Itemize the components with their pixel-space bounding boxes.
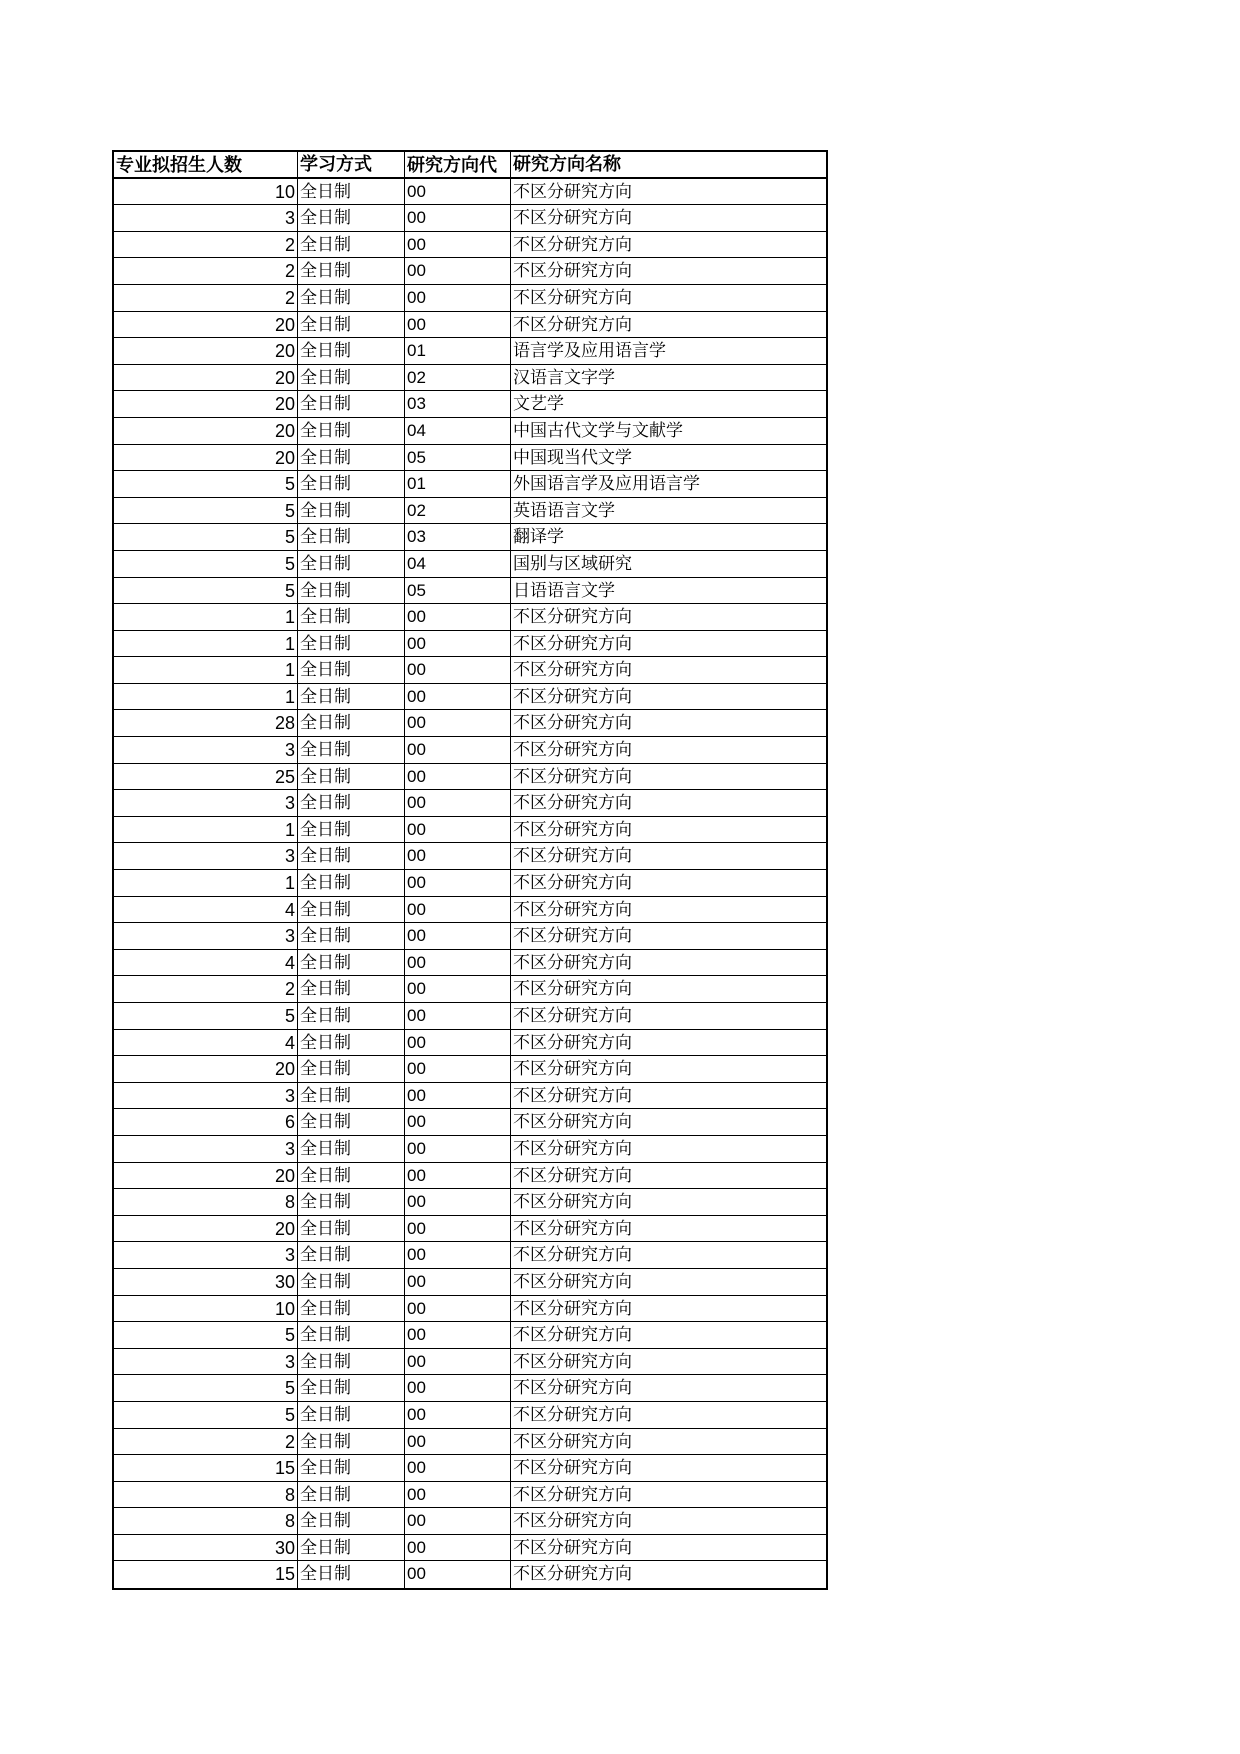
- cell-study-mode: 全日制: [298, 870, 405, 896]
- table-row: [114, 179, 826, 206]
- cell-enrollment-count: 10: [114, 179, 298, 205]
- cell-direction-name: 不区分研究方向: [513, 713, 632, 734]
- table-row: [114, 1455, 826, 1482]
- table-row: [114, 843, 826, 870]
- cell-direction-code: 00: [405, 870, 511, 896]
- cell-study-mode: 全日制: [298, 1482, 405, 1508]
- table-row: [114, 657, 826, 684]
- cell-direction-name: 翻译学: [513, 527, 564, 548]
- cell-direction-code: 00: [405, 258, 511, 284]
- cell-direction-name: 不区分研究方向: [513, 234, 632, 255]
- cell-study-mode: 全日制: [298, 1429, 405, 1455]
- cell-study-mode: 全日制: [298, 1349, 405, 1375]
- table-row: [114, 1189, 826, 1216]
- table-row: [114, 285, 826, 312]
- header-direction-name: 研究方向名称: [513, 154, 621, 175]
- cell-direction-name: 不区分研究方向: [513, 1484, 632, 1505]
- cell-study-mode: 全日制: [298, 1402, 405, 1428]
- cell-direction-code: 02: [405, 498, 511, 524]
- cell-study-mode: 全日制: [298, 1189, 405, 1215]
- cell-enrollment-count: 25: [114, 764, 298, 790]
- cell-direction-name: 不区分研究方向: [513, 1032, 632, 1053]
- cell-study-mode: 全日制: [298, 338, 405, 364]
- cell-direction-name: 不区分研究方向: [513, 873, 632, 894]
- cell-direction-name: 不区分研究方向: [513, 1564, 632, 1585]
- cell-direction-name: 不区分研究方向: [513, 1085, 632, 1106]
- cell-enrollment-count: 3: [114, 923, 298, 949]
- table-row: [114, 1296, 826, 1323]
- cell-enrollment-count: 4: [114, 950, 298, 976]
- cell-enrollment-count: 20: [114, 338, 298, 364]
- cell-study-mode: 全日制: [298, 179, 405, 205]
- cell-study-mode: 全日制: [298, 205, 405, 231]
- cell-enrollment-count: 2: [114, 285, 298, 311]
- table-row: [114, 1508, 826, 1535]
- table-row: [114, 684, 826, 711]
- table-row: [114, 604, 826, 631]
- table-row: [114, 551, 826, 578]
- cell-enrollment-count: 15: [114, 1455, 298, 1481]
- table-row: [114, 897, 826, 924]
- cell-direction-code: 00: [405, 897, 511, 923]
- cell-enrollment-count: 20: [114, 1056, 298, 1082]
- table-row: [114, 923, 826, 950]
- cell-enrollment-count: 3: [114, 1083, 298, 1109]
- table-row: [114, 391, 826, 418]
- cell-direction-name: 不区分研究方向: [513, 633, 632, 654]
- cell-direction-code: 00: [405, 1109, 511, 1135]
- cell-direction-name: 不区分研究方向: [513, 1006, 632, 1026]
- table-row: [114, 1030, 826, 1057]
- cell-direction-name: 不区分研究方向: [513, 899, 632, 920]
- cell-direction-name: 文艺学: [513, 394, 564, 415]
- cell-study-mode: 全日制: [298, 1109, 405, 1135]
- header-study-mode: 学习方式: [298, 152, 405, 177]
- cell-direction-code: 00: [405, 631, 511, 657]
- cell-direction-name: 不区分研究方向: [513, 1351, 632, 1372]
- cell-direction-code: 00: [405, 1083, 511, 1109]
- cell-study-mode: 全日制: [298, 524, 405, 550]
- cell-enrollment-count: 3: [114, 1242, 298, 1268]
- cell-enrollment-count: 8: [114, 1508, 298, 1534]
- cell-direction-name: 不区分研究方向: [513, 766, 632, 787]
- cell-enrollment-count: 5: [114, 578, 298, 604]
- cell-direction-name: 不区分研究方向: [513, 819, 632, 840]
- cell-enrollment-count: 2: [114, 976, 298, 1002]
- cell-enrollment-count: 3: [114, 737, 298, 763]
- cell-direction-name: 不区分研究方向: [513, 1245, 632, 1266]
- cell-enrollment-count: 3: [114, 1136, 298, 1162]
- cell-enrollment-count: 5: [114, 524, 298, 550]
- table-row: [114, 737, 826, 764]
- cell-enrollment-count: 1: [114, 604, 298, 630]
- cell-direction-code: 00: [405, 1322, 511, 1348]
- cell-direction-code: 02: [405, 365, 511, 391]
- cell-enrollment-count: 20: [114, 1163, 298, 1189]
- table-row: [114, 1269, 826, 1296]
- table-row: [114, 524, 826, 551]
- cell-direction-name: 不区分研究方向: [513, 1404, 632, 1425]
- cell-enrollment-count: 30: [114, 1535, 298, 1561]
- cell-study-mode: 全日制: [298, 418, 405, 444]
- cell-direction-code: 04: [405, 551, 511, 577]
- cell-enrollment-count: 4: [114, 897, 298, 923]
- cell-direction-name: 语言学及应用语言学: [513, 341, 666, 362]
- table-row: [114, 790, 826, 817]
- cell-enrollment-count: 2: [114, 258, 298, 284]
- cell-direction-name: 外国语言学及应用语言学: [513, 474, 700, 495]
- table-row: [114, 338, 826, 365]
- cell-enrollment-count: 20: [114, 445, 298, 471]
- cell-study-mode: 全日制: [298, 737, 405, 763]
- table-row: [114, 1402, 826, 1429]
- cell-study-mode: 全日制: [298, 258, 405, 284]
- table-row: [114, 1136, 826, 1163]
- table-row: [114, 1216, 826, 1243]
- cell-direction-code: 01: [405, 471, 511, 497]
- cell-direction-code: 05: [405, 578, 511, 604]
- cell-direction-code: 05: [405, 445, 511, 471]
- cell-study-mode: 全日制: [298, 471, 405, 497]
- cell-direction-code: 00: [405, 1561, 511, 1588]
- table-row: [114, 631, 826, 658]
- table-row: [114, 365, 826, 392]
- cell-study-mode: 全日制: [298, 1030, 405, 1056]
- cell-direction-name: 不区分研究方向: [513, 686, 632, 707]
- cell-enrollment-count: 15: [114, 1561, 298, 1588]
- cell-direction-name: 不区分研究方向: [513, 607, 632, 628]
- table-row: [114, 578, 826, 605]
- cell-study-mode: 全日制: [298, 1296, 405, 1322]
- cell-direction-code: 00: [405, 179, 511, 205]
- cell-direction-name: 不区分研究方向: [513, 740, 632, 761]
- cell-enrollment-count: 28: [114, 710, 298, 736]
- table-row: [114, 1535, 826, 1562]
- cell-direction-name: 国别与区域研究: [513, 553, 632, 574]
- table-row: [114, 870, 826, 897]
- table-row: [114, 1163, 826, 1190]
- cell-direction-name: 不区分研究方向: [513, 208, 632, 229]
- table-row: [114, 445, 826, 472]
- cell-enrollment-count: 30: [114, 1269, 298, 1295]
- cell-enrollment-count: 3: [114, 205, 298, 231]
- table-row: [114, 764, 826, 791]
- cell-study-mode: 全日制: [298, 445, 405, 471]
- cell-study-mode: 全日制: [298, 391, 405, 417]
- cell-direction-code: 00: [405, 1349, 511, 1375]
- cell-direction-code: 00: [405, 657, 511, 683]
- cell-study-mode: 全日制: [298, 950, 405, 976]
- table-row: [114, 418, 826, 445]
- cell-direction-code: 00: [405, 232, 511, 258]
- table-row: [114, 1349, 826, 1376]
- cell-direction-name: 不区分研究方向: [513, 1165, 632, 1186]
- cell-direction-code: 00: [405, 1455, 511, 1481]
- table-row: [114, 710, 826, 737]
- cell-direction-code: 00: [405, 1535, 511, 1561]
- cell-enrollment-count: 20: [114, 391, 298, 417]
- cell-study-mode: 全日制: [298, 631, 405, 657]
- cell-direction-code: 00: [405, 1216, 511, 1242]
- cell-direction-code: 00: [405, 764, 511, 790]
- cell-direction-name: 不区分研究方向: [513, 1112, 632, 1133]
- cell-enrollment-count: 1: [114, 817, 298, 843]
- table-row: [114, 1482, 826, 1509]
- cell-direction-code: 00: [405, 737, 511, 763]
- cell-direction-code: 00: [405, 285, 511, 311]
- cell-enrollment-count: 6: [114, 1109, 298, 1135]
- cell-enrollment-count: 5: [114, 1003, 298, 1029]
- cell-enrollment-count: 10: [114, 1296, 298, 1322]
- cell-direction-name: 不区分研究方向: [513, 181, 632, 202]
- cell-enrollment-count: 5: [114, 1322, 298, 1348]
- cell-study-mode: 全日制: [298, 897, 405, 923]
- cell-study-mode: 全日制: [298, 578, 405, 604]
- cell-enrollment-count: 8: [114, 1189, 298, 1215]
- cell-study-mode: 全日制: [298, 684, 405, 710]
- cell-direction-name: 不区分研究方向: [513, 1059, 632, 1080]
- cell-direction-code: 00: [405, 1030, 511, 1056]
- cell-enrollment-count: 5: [114, 471, 298, 497]
- cell-direction-code: 00: [405, 1056, 511, 1082]
- cell-direction-code: 00: [405, 1296, 511, 1322]
- cell-study-mode: 全日制: [298, 1561, 405, 1588]
- table-row: [114, 1242, 826, 1269]
- cell-direction-name: 中国现当代文学: [513, 447, 632, 468]
- cell-direction-name: 不区分研究方向: [513, 926, 632, 947]
- table-row: [114, 950, 826, 977]
- cell-study-mode: 全日制: [298, 551, 405, 577]
- cell-direction-name: 不区分研究方向: [513, 1458, 632, 1479]
- cell-study-mode: 全日制: [298, 1003, 405, 1029]
- table-row: [114, 1003, 826, 1030]
- cell-direction-code: 00: [405, 205, 511, 231]
- cell-study-mode: 全日制: [298, 657, 405, 683]
- header-direction-code: 研究方向代: [405, 152, 511, 177]
- cell-direction-name: 不区分研究方向: [513, 1192, 632, 1213]
- table-row: [114, 976, 826, 1003]
- cell-study-mode: 全日制: [298, 1216, 405, 1242]
- cell-direction-name: 不区分研究方向: [513, 1138, 632, 1159]
- table-row: [114, 205, 826, 232]
- cell-enrollment-count: 2: [114, 1429, 298, 1455]
- cell-study-mode: 全日制: [298, 710, 405, 736]
- table-row: [114, 1056, 826, 1083]
- cell-direction-code: 04: [405, 418, 511, 444]
- cell-direction-code: 00: [405, 1003, 511, 1029]
- table-header-row: [114, 152, 826, 179]
- cell-study-mode: 全日制: [298, 604, 405, 630]
- cell-enrollment-count: 20: [114, 418, 298, 444]
- cell-direction-name: 不区分研究方向: [513, 261, 632, 282]
- cell-study-mode: 全日制: [298, 1375, 405, 1401]
- cell-study-mode: 全日制: [298, 923, 405, 949]
- cell-direction-name: 汉语言文字学: [513, 367, 615, 388]
- cell-direction-name: 英语语言文学: [513, 500, 615, 521]
- cell-direction-code: 00: [405, 1269, 511, 1295]
- enrollment-table: [112, 150, 828, 1590]
- cell-study-mode: 全日制: [298, 1322, 405, 1348]
- cell-study-mode: 全日制: [298, 1083, 405, 1109]
- cell-direction-code: 00: [405, 790, 511, 816]
- cell-direction-name: 中国古代文学与文献学: [513, 420, 683, 441]
- cell-enrollment-count: 3: [114, 1349, 298, 1375]
- cell-study-mode: 全日制: [298, 1269, 405, 1295]
- cell-study-mode: 全日制: [298, 790, 405, 816]
- cell-enrollment-count: 3: [114, 790, 298, 816]
- cell-direction-code: 00: [405, 1163, 511, 1189]
- cell-direction-name: 不区分研究方向: [513, 979, 632, 1000]
- cell-direction-name: 不区分研究方向: [513, 846, 632, 867]
- cell-direction-name: 不区分研究方向: [513, 1218, 632, 1239]
- cell-enrollment-count: 20: [114, 1216, 298, 1242]
- cell-direction-code: 00: [405, 976, 511, 1002]
- cell-study-mode: 全日制: [298, 817, 405, 843]
- cell-direction-name: 不区分研究方向: [513, 1378, 632, 1399]
- cell-direction-code: 00: [405, 1508, 511, 1534]
- table-row: [114, 817, 826, 844]
- cell-direction-name: 不区分研究方向: [513, 1431, 632, 1452]
- cell-direction-code: 00: [405, 843, 511, 869]
- cell-study-mode: 全日制: [298, 1056, 405, 1082]
- table-row: [114, 258, 826, 285]
- table-row: [114, 498, 826, 525]
- cell-direction-code: 00: [405, 684, 511, 710]
- cell-study-mode: 全日制: [298, 285, 405, 311]
- table-row: [114, 1322, 826, 1349]
- cell-study-mode: 全日制: [298, 1535, 405, 1561]
- cell-enrollment-count: 8: [114, 1482, 298, 1508]
- table-row: [114, 1429, 826, 1456]
- cell-enrollment-count: 5: [114, 1402, 298, 1428]
- cell-study-mode: 全日制: [298, 498, 405, 524]
- cell-enrollment-count: 20: [114, 365, 298, 391]
- cell-direction-name: 不区分研究方向: [513, 1271, 632, 1292]
- cell-enrollment-count: 5: [114, 551, 298, 577]
- cell-direction-name: 不区分研究方向: [513, 1298, 632, 1319]
- cell-direction-code: 00: [405, 817, 511, 843]
- cell-study-mode: 全日制: [298, 312, 405, 338]
- cell-study-mode: 全日制: [298, 365, 405, 391]
- cell-direction-code: 01: [405, 338, 511, 364]
- cell-study-mode: 全日制: [298, 1136, 405, 1162]
- cell-direction-code: 00: [405, 1242, 511, 1268]
- cell-study-mode: 全日制: [298, 764, 405, 790]
- cell-study-mode: 全日制: [298, 1508, 405, 1534]
- cell-study-mode: 全日制: [298, 232, 405, 258]
- cell-enrollment-count: 5: [114, 498, 298, 524]
- cell-enrollment-count: 1: [114, 631, 298, 657]
- cell-direction-code: 00: [405, 604, 511, 630]
- cell-study-mode: 全日制: [298, 976, 405, 1002]
- cell-direction-name: 不区分研究方向: [513, 1537, 632, 1558]
- cell-direction-name: 不区分研究方向: [513, 287, 632, 308]
- cell-direction-name: 不区分研究方向: [513, 314, 632, 335]
- cell-direction-code: 03: [405, 391, 511, 417]
- cell-direction-code: 00: [405, 950, 511, 976]
- cell-study-mode: 全日制: [298, 843, 405, 869]
- cell-direction-name: 不区分研究方向: [513, 660, 632, 681]
- header-enrollment-count: 专业拟招生人数: [114, 152, 298, 177]
- cell-enrollment-count: 1: [114, 684, 298, 710]
- cell-direction-code: 00: [405, 1402, 511, 1428]
- cell-enrollment-count: 1: [114, 870, 298, 896]
- table-row: [114, 232, 826, 259]
- cell-direction-code: 00: [405, 1189, 511, 1215]
- cell-direction-code: 00: [405, 312, 511, 338]
- cell-study-mode: 全日制: [298, 1455, 405, 1481]
- table-row: [114, 1561, 826, 1588]
- table-row: [114, 471, 826, 498]
- cell-direction-code: 00: [405, 1375, 511, 1401]
- cell-direction-code: 00: [405, 923, 511, 949]
- cell-direction-code: 00: [405, 710, 511, 736]
- table-row: [114, 312, 826, 339]
- table-row: [114, 1083, 826, 1110]
- cell-direction-code: 00: [405, 1482, 511, 1508]
- cell-enrollment-count: 3: [114, 843, 298, 869]
- cell-direction-name: 不区分研究方向: [513, 1511, 632, 1532]
- cell-direction-code: 00: [405, 1429, 511, 1455]
- cell-study-mode: 全日制: [298, 1163, 405, 1189]
- cell-enrollment-count: 1: [114, 657, 298, 683]
- cell-enrollment-count: 4: [114, 1030, 298, 1056]
- cell-enrollment-count: 20: [114, 312, 298, 338]
- cell-direction-name: 不区分研究方向: [513, 793, 632, 814]
- table-row: [114, 1375, 826, 1402]
- table-body: [114, 179, 826, 1588]
- cell-direction-name: 不区分研究方向: [513, 952, 632, 973]
- cell-enrollment-count: 2: [114, 232, 298, 258]
- cell-direction-code: 03: [405, 524, 511, 550]
- table-row: [114, 1109, 826, 1136]
- cell-direction-name: 不区分研究方向: [513, 1325, 632, 1346]
- cell-enrollment-count: 5: [114, 1375, 298, 1401]
- cell-direction-code: 00: [405, 1136, 511, 1162]
- cell-study-mode: 全日制: [298, 1242, 405, 1268]
- cell-direction-name: 日语语言文学: [513, 580, 615, 601]
